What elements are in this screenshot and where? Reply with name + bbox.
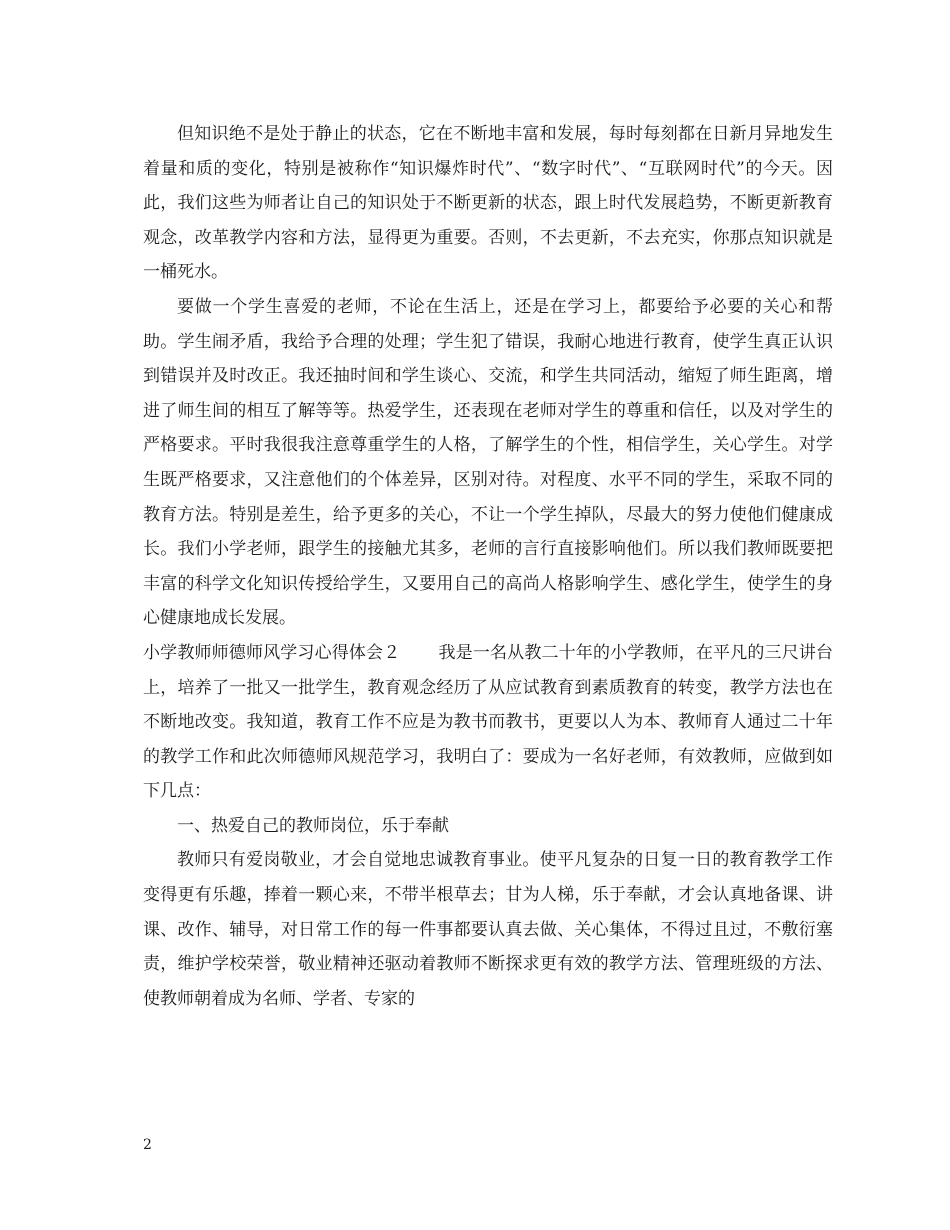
section-intro: 我是一名从教二十年的小学教师，在平凡的三尺讲台上，培养了一批又一批学生，教育观念经历了从应试教育到素质教育的转变，教学方法也在不断地改变。我知道，教育工作不应是为教书而教书，更要以人为本、教师育人通过二十年的教学工作和此次师德师风规范学习，我明白了：要成为一名好老师，有效教师，应做到如下几点：	[143, 642, 834, 802]
paragraph-caring-teacher: 要做一个学生喜爱的老师，不论在生活上，还是在学习上，都要给予必要的关心和帮助。学生闹矛盾，我给予合理的处理；学生犯了错误，我耐心地进行教育，使学生真正认识到错误并及时改正。我还抽时间和学生谈心、交流，和学生共同活动，缩短了师生距离，增进了师生间的相互了解等等。热爱学生，还表现在老师对学生的尊重和信任，以及对学生的严格要求。平时我很我注意尊重学生的人格，了解学生的个性，相信学生，关心学生。对学生既严格要求，又注意他们的个体差异，区别对待。对程度、水平不同的学生，采取不同的教育方法。特别是差生，给予更多的关心，不让一个学生掉队，尽最大的努力使他们健康成长。我们小学老师，跟学生的接触尤其多，老师的言行直接影响他们。所以我们教师既要把丰富的科学文化知识传授给学生，又要用自己的高尚人格影响学生、感化学生，使学生的身心健康地成长发展。	[143, 296, 833, 629]
section-start	[143, 636, 833, 809]
page-number: 2	[143, 1137, 152, 1153]
paragraph-dedication: 教师只有爱岗敬业，才会自觉地忠诚教育事业。使平凡复杂的日复一日的教育教学工作变得更有乐趣，捧着一颗心来，不带半根草去；甘为人梯，乐于奉献，才会认真地备课、讲课、改作、辅导，对日常工作的每一件事都要认真去做、关心集体，不得过且过，不敷衍塞责，维护学校荣誉，敬业精神还驱动着教师不断探求更有效的教学方法、管理班级的方法、使教师朝着成为名师、学者、专家的	[143, 850, 833, 1009]
heading-love-post: 一、热爱自己的教师岗位，乐于奉献	[177, 815, 449, 836]
document-body	[143, 117, 833, 1016]
section-title: 小学教师师德师风学习心得体会２	[143, 642, 401, 663]
paragraph-knowledge-update: 但知识绝不是处于静止的状态，它在不断地丰富和发展，每时每刻都在日新月异地发生着量和质的变化，特别是被称作“知识爆炸时代”、“数字时代”、“互联网时代”的今天。因此，我们这些为师者让自己的知识处于不断更新的状态，跟上时代发展趋势，不断更新教育观念，改革教学内容和方法，显得更为重要。否则，不去更新，不去充实，你那点知识就是一桶死水。	[143, 124, 833, 283]
